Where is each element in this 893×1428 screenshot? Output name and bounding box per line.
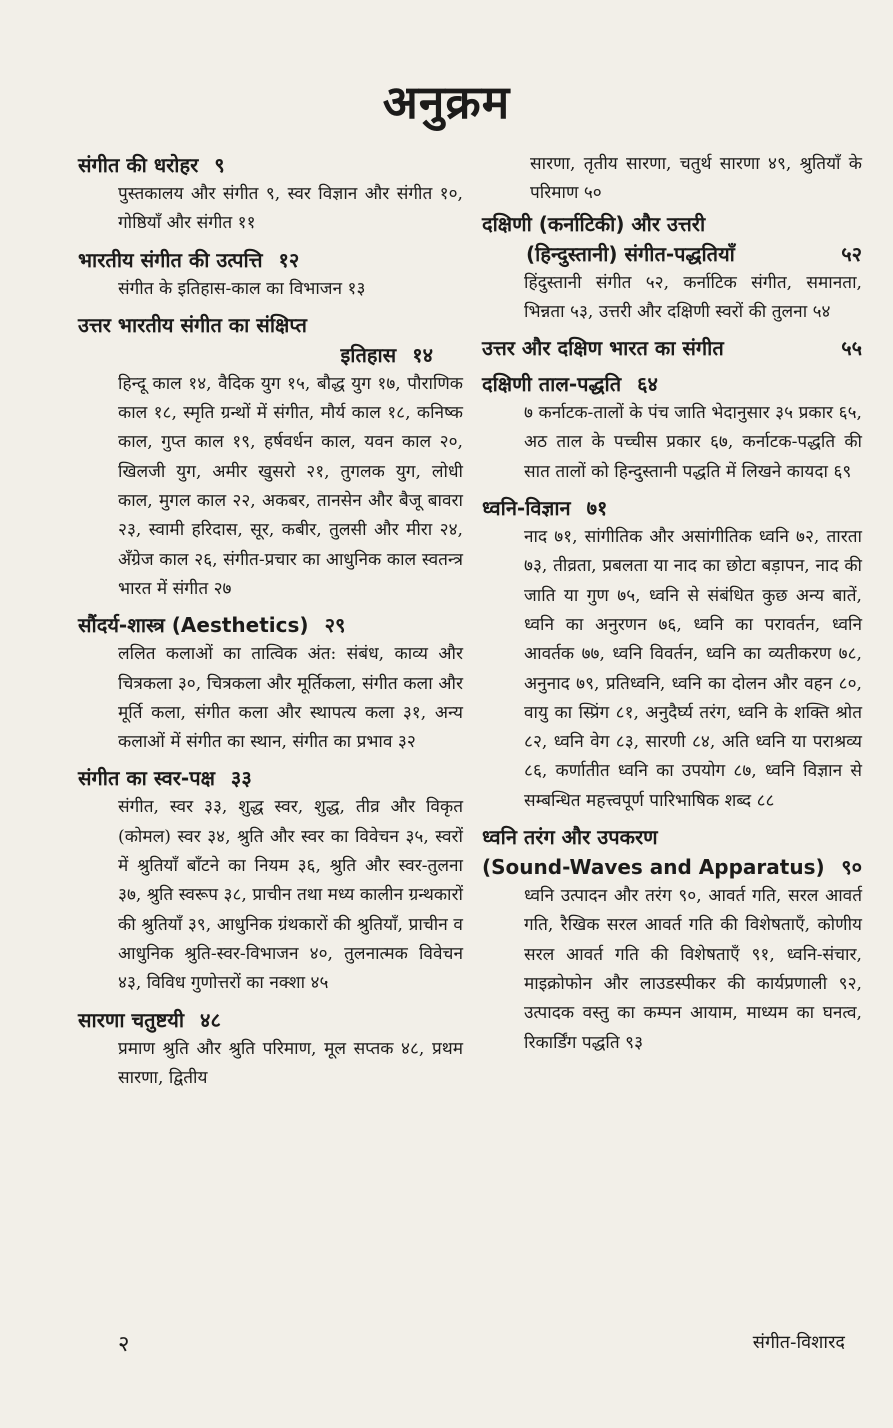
toc-section: [482, 493, 862, 816]
continued-entries: सारणा, तृतीय सारणा, चतुर्थ सारणा ४९, श्रुतियाँ के परिमाण ५०: [530, 154, 862, 204]
section-heading: दक्षिणी ताल-पद्धति ६४: [482, 372, 658, 397]
toc-section: [78, 245, 463, 304]
section-heading: भारतीय संगीत की उत्पत्ति १२: [78, 247, 300, 272]
section-heading: ध्वनि तरंग और उपकरण: [482, 825, 658, 850]
section-heading: संगीत की धरोहर ९: [78, 153, 225, 177]
toc-right-column: [482, 150, 862, 1064]
section-heading: ध्वनि-विज्ञान ७१: [482, 496, 608, 521]
toc-section: [482, 209, 862, 328]
section-heading-cont: (Sound-Waves and Apparatus) ९०: [482, 855, 862, 880]
section-entries: हिंदुस्तानी संगीत ५२, कर्नाटिक संगीत, समानता, भिन्नता ५३, उत्तरी और दक्षिणी स्वरों की तुलना ५४: [524, 272, 862, 322]
section-heading: उत्तर भारतीय संगीत का संक्षिप्त: [78, 312, 307, 337]
section-heading-cont: इतिहास १४: [340, 342, 433, 367]
section-heading: उत्तर और दक्षिण भारत का संगीत ५५: [482, 336, 862, 361]
section-entries: संगीत, स्वर ३३, शुद्ध स्वर, शुद्ध, तीव्र और विकृत (कोमल) स्वर ३४, श्रुति और स्वर का विवेचन ३५, स्वरों में श्रुतियाँ बाँटने का नियम ३६, श्रुति और स्वर-तुलना ३७, श्रुति स्वरूप ३८, प्राचीन तथा मध्य कालीन ग्रन्थकारों की श्रुतियाँ ३९, आधुनिक ग्रंथकारों की श्रुतियाँ, प्राचीन व आधुनिक श्रुति-स्वर-विभाजन ४०, तुलनात्मक विवेचन ४३, विविध गुणोत्तरों का नक्शा ४५: [118, 797, 463, 994]
section-entries: ललित कलाओं का तात्विक अंत: संबंध, काव्य और चित्रकला ३०, चित्रकला और मूर्तिकला, संगीत कला और मूर्ति कला, संगीत कला और स्थापत्य कला ३१, अन्य कलाओं में संगीत का स्थान, संगीत का प्रभाव ३२: [118, 644, 463, 753]
running-footer-title: संगीत-विशारद: [752, 1332, 845, 1353]
section-entries: हिन्दू काल १४, वैदिक युग १५, बौद्ध युग १७, पौराणिक काल १८, स्मृति ग्रन्थों में संगीत, मौर्य काल १८, कनिष्क काल, गुप्त काल १९, हर्षवर्धन काल, यवन काल २०, खिलजी युग, अमीर खुसरो २१, तुगलक युग, लोधी काल, मुगल काल २२, अकबर, तानसेन और बैजू बावरा २३, स्वामी हरिदास, सूर, कबीर, तुलसी और मीरा २४, अँग्रेज काल २६, संगीत-प्रचार का आधुनिक काल स्वतन्त्र भारत में संगीत २७: [118, 373, 463, 599]
toc-section: [78, 1005, 463, 1094]
page-title: अनुक्रम: [382, 75, 511, 129]
section-entries: ध्वनि उत्पादन और तरंग ९०, आवर्त गति, सरल आवर्त गति, रैखिक सरल आवर्त गति की विशेषताएँ, कोणीय सरल आवर्त गति की विशेषताएँ ९१, ध्वनि-संचार, माइक्रोफोन और लाउडस्पीकर की कार्यप्रणाली ९२, उत्पादक वस्तु का कम्पन आयाम, माध्यम का घनत्व, रिकार्डिंग पद्धति ९३: [524, 886, 862, 1053]
section-entries: पुस्तकालय और संगीत ९, स्वर विज्ञान और संगीत १०, गोष्ठियाँ और संगीत ११: [118, 184, 463, 234]
toc-section: [482, 333, 862, 363]
toc-section: [78, 310, 463, 604]
section-heading: संगीत का स्वर-पक्ष ३३: [78, 766, 252, 791]
toc-section: [78, 763, 463, 998]
section-entries: ७ कर्नाटक-तालों के पंच जाति भेदानुसार ३५ प्रकार ६५, अठ ताल के पच्चीस प्रकार ६७, कर्नाटक-पद्धति की सात तालों को हिन्दुस्तानी पद्धति में लिखने कायदा ६९: [524, 403, 862, 482]
section-entries: नाद ७१, सांगीतिक और असांगीतिक ध्वनि ७२, तारता ७३, तीव्रता, प्रबलता या नाद का छोटा बड़ापन, नाद की जाति या गुण ७५, ध्वनि से संबंधित कुछ अन्य बातें, ध्वनि का अनुरणन ७६, ध्वनि का परावर्तन, ध्वनि आवर्तक ७७, ध्वनि विवर्तन, ध्वनि का व्यतीकरण ७८, अनुनाद ७९, प्रतिध्वनि, ध्वनि का दोलन और वहन ८०, वायु का स्प्रिंग ८१, अनुदैर्घ्य तरंग, ध्वनि के शक्ति श्रोत ८२, ध्वनि वेग ८३, सारणी ८४, अति ध्वनि या पराश्रव्य ८६, कर्णातीत ध्वनि का उपयोग ८७, ध्वनि विज्ञान से सम्बन्धित महत्त्वपूर्ण पारिभाषिक शब्द ८८: [524, 527, 862, 811]
toc-section: [482, 822, 862, 1058]
section-entries: संगीत के इतिहास-काल का विभाजन १३: [118, 278, 366, 299]
toc-section: [78, 150, 463, 239]
toc-section: [78, 610, 463, 757]
section-heading-cont: (हिन्दुस्तानी) संगीत-पद्धतियाँ ५२: [526, 241, 862, 266]
toc-section: [482, 369, 862, 487]
section-entries: प्रमाण श्रुति और श्रुति परिमाण, मूल सप्तक ४८, प्रथम सारणा, द्वितीय: [118, 1038, 463, 1088]
toc-left-column: [78, 150, 463, 1099]
page-number: २: [118, 1332, 130, 1357]
section-heading: सारणा चतुष्टयी ४८: [78, 1007, 221, 1032]
section-heading: दक्षिणी (कर्नाटिकी) और उत्तरी: [482, 211, 706, 236]
section-heading: सौंदर्य-शास्त्र (Aesthetics) २९: [78, 613, 346, 638]
